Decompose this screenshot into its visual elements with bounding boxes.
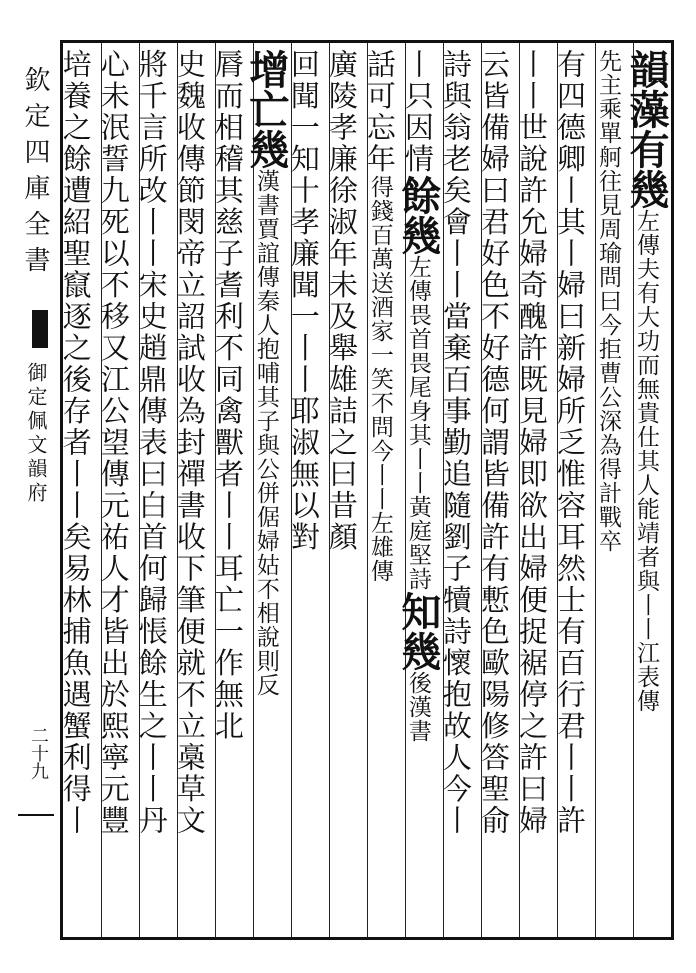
text-column (210, 43, 253, 937)
text-column (58, 43, 101, 937)
body-text: 有四德卿丨其丨婦曰新婦所乏惟容耳然士有百行君丨丨許 (552, 49, 587, 837)
annotation: 左傳夫有大功而無貴仕其人能靖者與丨丨江表傳 (633, 209, 659, 713)
body-text: 回聞一知十孝廉聞一丨丨耶淑無以對 (286, 49, 321, 553)
text-column (134, 43, 177, 937)
annotation: 左傳畏首畏尾身其丨丨黃庭堅詩 (404, 255, 431, 591)
annotation: 先主乘單舸往見周瑜問曰今拒曹公深為得計戰卒 (594, 49, 621, 553)
text-column (286, 43, 329, 937)
text-column (324, 43, 367, 937)
page-margin (14, 66, 56, 956)
text-column (362, 43, 405, 937)
text-column (623, 43, 671, 937)
annotation: 漢書賈誼傳秦人抱哺其子與公併倨婦姑不相說則反 (252, 169, 279, 697)
folio-number: 二十九 (28, 726, 49, 780)
head-entry: 韻藻有幾 (623, 49, 670, 209)
body-text: 丨只因情 (400, 49, 435, 175)
body-text: 丨丨世說許允婦奇醜許既見婦即欲出婦便捉裾停之許曰婦 (514, 49, 549, 837)
annotation: 左雄傳 (366, 511, 393, 583)
text-column (438, 43, 481, 937)
text-column (394, 43, 443, 937)
text-column (242, 43, 291, 937)
margin-collection-title: 欽定四庫全書 (20, 66, 50, 282)
fishtail-mark (32, 310, 48, 348)
text-column (96, 43, 139, 937)
body-text: 培養之餘遭紹聖竄逐之後存者丨丨矣易林捕魚遇蟹利得丨 (58, 49, 93, 837)
text-column (552, 43, 595, 937)
text-columns (58, 43, 671, 937)
body-text: 心未泯誓九死以不移又江公望傳元祐人才皆出於熙寧元豐 (96, 49, 131, 837)
text-column (595, 43, 633, 937)
body-text: 將千言所改丨丨宋史趙鼎傳表曰白首何歸悵餘生之丨丨丹 (134, 49, 169, 837)
body-text: 云皆備婦曰君好色不好德何謂皆備許有慙色歐陽修答聖俞 (476, 49, 511, 837)
head-entry: 餘幾 (394, 175, 442, 255)
head-entry: 增亡幾 (242, 49, 290, 169)
body-text: 話可忘年 (362, 49, 397, 175)
margin-book-title: 御定佩文韻府 (24, 362, 48, 506)
head-entry: 知幾 (394, 591, 442, 671)
text-column (172, 43, 215, 937)
body-text: 脣而相稽其慈子耆利不同禽獸者丨丨耳亡一作無北 (210, 49, 245, 742)
annotation: 得錢百萬送酒家一笑不問今丨丨 (366, 175, 393, 511)
annotation: 後漢書 (404, 671, 431, 743)
folio-rule (18, 814, 54, 816)
body-text: 廣陵孝廉徐淑年未及舉雄詰之曰昔顏 (324, 49, 359, 553)
body-text: 詩與翁老矣會丨丨當棄百事勤追隨劉子犢詩懷抱故人今丨 (438, 49, 473, 837)
text-column (476, 43, 519, 937)
text-column (514, 43, 557, 937)
body-text: 史魏收傳節閔帝立詔試收為封禪書收下筆便就不立槀草文 (172, 49, 207, 837)
text-frame (60, 40, 674, 940)
